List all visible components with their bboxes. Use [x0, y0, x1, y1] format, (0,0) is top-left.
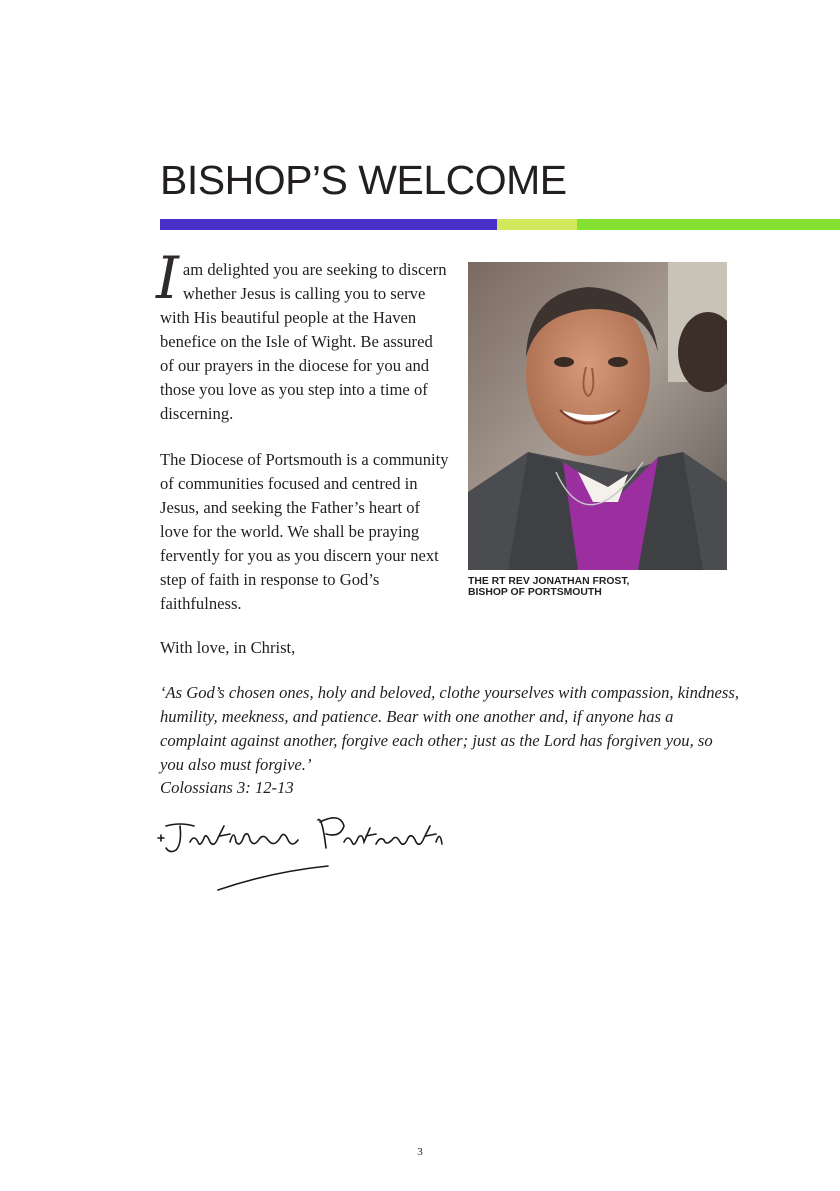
letter-paragraph-1: [156, 244, 450, 426]
paragraph-1-text: am delighted you are seeking to discern whether Jesus is calling you to serve with His beautiful people at the Haven benefice on the Isle of Wight. Be assured of our prayers in the diocese for you and those you love as you step into a time of discerning.: [160, 260, 447, 423]
divider-purple: [160, 219, 497, 230]
divider-lime: [497, 219, 577, 230]
drop-cap: I: [156, 244, 179, 312]
page-title: BISHOP’S WELCOME: [160, 157, 567, 203]
page-number: 3: [417, 1146, 423, 1158]
scripture-reference: Colossians 3: 12-13: [160, 778, 294, 797]
photo-caption: [468, 576, 728, 598]
caption-line-1: THE RT REV JONATHAN FROST,: [468, 576, 630, 587]
letter-body: [156, 244, 450, 638]
signature: [150, 808, 450, 900]
bishop-photo: [468, 262, 727, 570]
scripture-quote: ‘As God’s chosen ones, holy and beloved, clothe yourselves with compassion, kindness, humility, meekness, and patience. Bear with one another and, if anyone has a complaint against another, forgive each other; just as the Lord has forgiven you, so you also must forgive.’: [160, 683, 739, 774]
divider-green: [577, 219, 840, 230]
caption-line-2: BISHOP OF PORTSMOUTH: [468, 587, 602, 598]
letter-paragraph-2: The Diocese of Portsmouth is a community of communities focused and centred in Jesus, and seeking the Father’s heart of love for the world. We shall be praying fervently for you as you discern your next step of faith in response to God’s faithfulness.: [160, 450, 449, 613]
letter-closing: With love, in Christ,: [160, 638, 296, 657]
